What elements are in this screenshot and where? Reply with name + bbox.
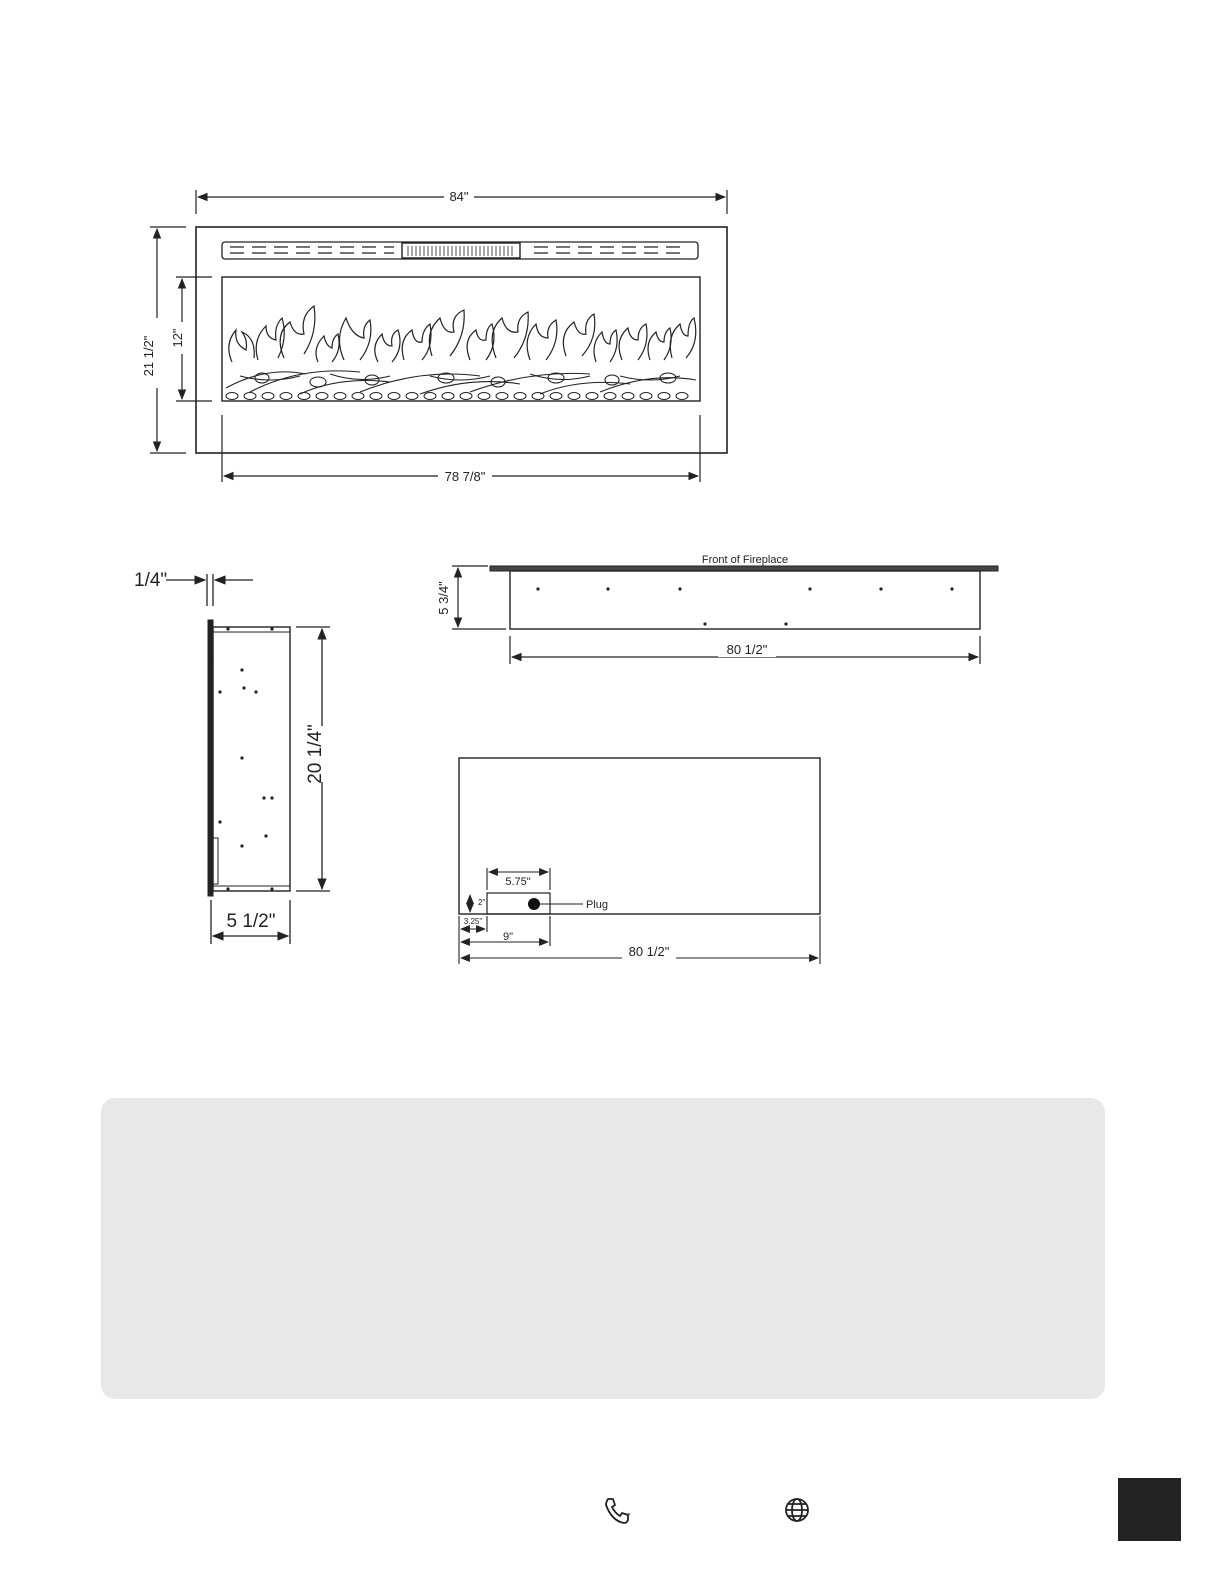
heater-fins: [408, 246, 512, 256]
page-number-box: [1118, 1478, 1181, 1541]
top-body: [510, 571, 980, 629]
top-view-title: Front of Fireplace: [701, 554, 789, 566]
top-screw-dots: [536, 587, 953, 625]
phone-icon: [601, 1494, 633, 1526]
back-view: [459, 758, 820, 964]
label-overall-height: 21 1/2": [141, 335, 156, 377]
label-overall-width: 84": [449, 189, 469, 204]
top-dimension-lines: [452, 566, 980, 664]
pebble-row: [226, 393, 688, 400]
label-top-width: 80 1/2": [726, 642, 768, 657]
vent-slots-left: [230, 247, 394, 253]
label-plug: Plug: [586, 899, 609, 911]
top-front-plate: [490, 566, 998, 571]
label-plug-box-height: 2": [478, 898, 486, 907]
label-plug-distance: 9": [502, 931, 514, 943]
label-opening-width: 78 7/8": [444, 469, 486, 484]
label-glass-thickness: 1/4": [134, 570, 168, 591]
label-plug-box-width: 5.75": [505, 876, 531, 888]
globe-icon: [781, 1494, 813, 1526]
flame-outlines: [229, 306, 696, 362]
label-back-width: 80 1/2": [628, 944, 670, 959]
label-opening-height: 12": [170, 328, 185, 348]
label-side-height: 20 1/4": [305, 724, 326, 784]
label-plug-offset: 3.25": [463, 917, 483, 926]
vent-slots-right: [534, 247, 680, 253]
side-body: [213, 627, 290, 891]
front-view: [150, 190, 727, 482]
back-panel: [459, 758, 820, 914]
plug-socket: [528, 898, 540, 910]
label-top-depth: 5 3/4": [436, 581, 451, 615]
log-outlines: [226, 371, 696, 394]
label-depth: 5 1/2": [226, 911, 276, 932]
info-panel: [101, 1098, 1105, 1399]
front-dimension-lines: [150, 190, 727, 482]
